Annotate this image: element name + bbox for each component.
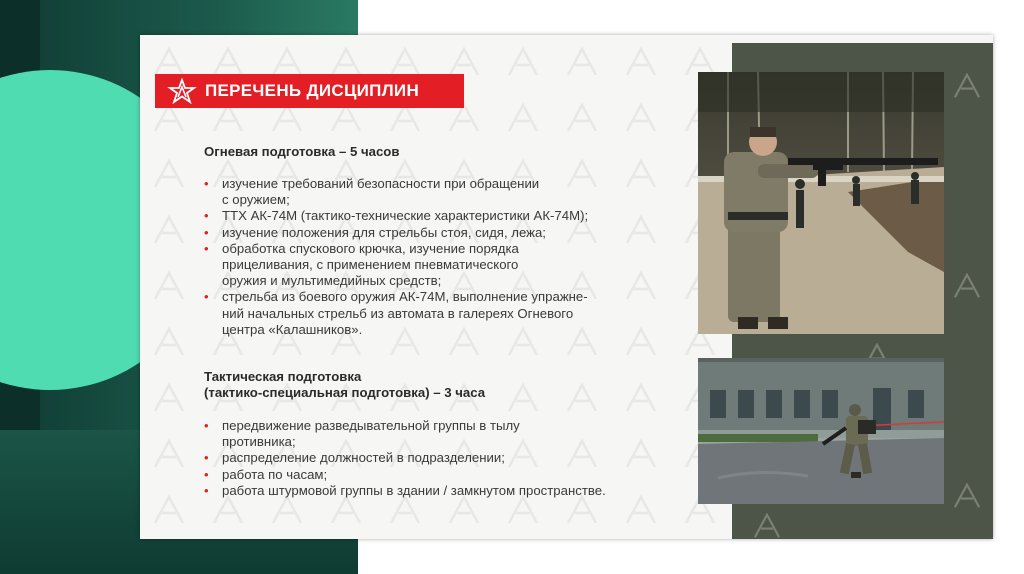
watermark-logo-icon <box>565 47 599 77</box>
list-item-line: передвижение разведывательной группы в тылу <box>222 418 520 433</box>
watermark-logo-icon <box>624 103 658 133</box>
watermark-logo-icon <box>624 215 658 245</box>
bullet-icon: • <box>204 224 209 240</box>
shooting-training-photo <box>698 72 944 334</box>
section-heading-line: Тактическая подготовка <box>204 369 362 384</box>
watermark-logo-icon <box>624 47 658 77</box>
watermark-logo-icon <box>506 103 540 133</box>
watermark-logo-icon <box>388 495 422 525</box>
watermark-logo-icon <box>211 47 245 77</box>
watermark-logo-icon <box>152 159 186 189</box>
tactical-training-list <box>202 418 606 499</box>
watermark-logo-icon <box>624 495 658 525</box>
watermark-logo-icon <box>270 47 304 77</box>
watermark-logo-icon <box>565 103 599 133</box>
section-heading-line: (тактико-специальная подготовка) – 3 часа <box>204 385 486 400</box>
watermark-logo-icon <box>624 327 658 357</box>
star-logo-icon <box>167 78 197 104</box>
watermark-logo-icon <box>447 47 481 77</box>
watermark-logo-icon <box>506 47 540 77</box>
watermark-logo-icon <box>329 47 363 77</box>
presentation-slide <box>140 35 993 539</box>
bullet-icon: • <box>204 450 209 466</box>
list-item-line: работа по часам; <box>222 466 328 482</box>
watermark-logo-icon <box>506 383 540 413</box>
section-heading-fire-training <box>204 144 399 160</box>
list-item-line: оружия и мультимедийных средств; <box>222 273 442 289</box>
fire-training-list <box>202 176 588 338</box>
section-heading-line: Огневая подготовка – 5 часов <box>204 144 400 159</box>
list-item <box>202 176 588 208</box>
title-banner <box>155 74 464 108</box>
watermark-logo-icon <box>211 495 245 525</box>
list-item-line: прицеливания, с применением пневматического <box>222 257 519 273</box>
list-item-line: противника; <box>222 434 296 450</box>
watermark-logo-icon <box>152 271 186 301</box>
bullet-icon: • <box>204 176 209 191</box>
slide-title: ПЕРЕЧЕНЬ ДИСЦИПЛИН <box>205 81 420 100</box>
list-item-line: ТТХ АК-74М (тактико-технические характеристики АК-74М); <box>222 208 589 224</box>
list-item-line: изучение положения для стрельбы стоя, сидя, лежа; <box>222 224 546 240</box>
list-item-line: распределение должностей в подразделении; <box>222 450 505 466</box>
list-item <box>202 208 588 224</box>
watermark-logo-icon <box>565 383 599 413</box>
watermark-logo-icon <box>329 495 363 525</box>
watermark-logo-icon <box>152 215 186 245</box>
watermark-logo-icon <box>152 439 186 469</box>
list-item <box>202 418 606 450</box>
bullet-icon: • <box>204 418 209 433</box>
list-item <box>202 225 588 241</box>
bullet-icon: • <box>204 289 209 305</box>
watermark-logo-icon <box>952 73 982 99</box>
list-item-line: центра «Калашников». <box>222 321 363 337</box>
list-item-line: с оружием; <box>222 192 290 208</box>
list-item <box>202 467 606 483</box>
watermark-logo-icon <box>624 159 658 189</box>
watermark-logo-icon <box>624 271 658 301</box>
list-item <box>202 450 606 466</box>
list-item <box>202 241 588 290</box>
list-item-line: стрельба из боевого оружия АК-74М, выполнение упражне- <box>222 289 588 305</box>
watermark-logo-icon <box>952 483 982 509</box>
watermark-logo-icon <box>152 495 186 525</box>
list-item <box>202 483 606 499</box>
bullet-icon: • <box>204 466 209 482</box>
watermark-logo-icon <box>624 439 658 469</box>
watermark-logo-icon <box>624 383 658 413</box>
assault-training-photo <box>698 358 944 504</box>
watermark-logo-icon <box>447 495 481 525</box>
watermark-logo-icon <box>952 273 982 299</box>
watermark-logo-icon <box>752 513 782 539</box>
list-item-line: обработка спускового крючка, изучение порядка <box>222 240 519 256</box>
bullet-icon: • <box>204 208 209 224</box>
bullet-icon: • <box>204 240 209 256</box>
list-item <box>202 289 588 338</box>
list-item-line: ний начальных стрельб из автомата в галереях Огневого <box>222 305 574 321</box>
watermark-logo-icon <box>270 495 304 525</box>
watermark-logo-icon <box>565 495 599 525</box>
watermark-logo-icon <box>388 47 422 77</box>
watermark-logo-icon <box>152 383 186 413</box>
watermark-logo-icon <box>152 327 186 357</box>
bullet-icon: • <box>204 482 209 498</box>
section-heading-tactical-training <box>204 369 485 401</box>
watermark-logo-icon <box>506 495 540 525</box>
watermark-logo-icon <box>152 47 186 77</box>
list-item-line: изучение требований безопасности при обращении <box>222 176 540 191</box>
list-item-line: работа штурмовой группы в здании / замкнутом пространстве. <box>222 482 606 498</box>
